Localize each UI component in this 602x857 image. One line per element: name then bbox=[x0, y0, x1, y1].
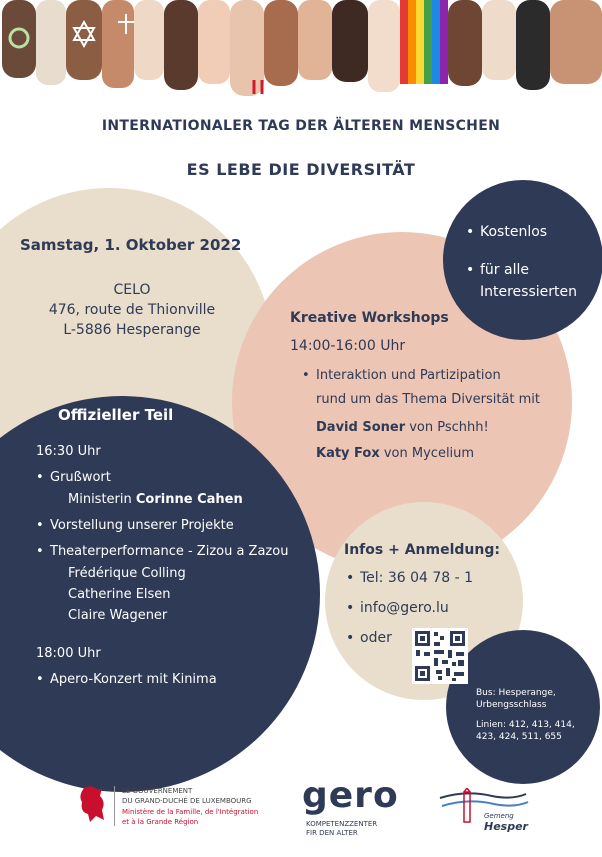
info-email[interactable]: • info@gero.lu bbox=[346, 600, 449, 616]
person-org: von Mycelium bbox=[379, 446, 475, 461]
free-circle bbox=[443, 180, 602, 340]
event-date: Samstag, 1. Oktober 2022 bbox=[20, 236, 242, 254]
bus-lines-cont: 423, 424, 511, 655 bbox=[476, 732, 562, 742]
official-item-minister bbox=[68, 492, 243, 507]
luxembourg-lion-logo bbox=[76, 784, 108, 824]
official-item-concert: • Apero-Konzert mit Kinima bbox=[36, 672, 217, 687]
gov-line-2: DU GRAND-DUCHÉ DE LUXEMBOURG bbox=[122, 797, 252, 805]
qr-code-icon[interactable] bbox=[412, 628, 468, 684]
hand-icon bbox=[2, 0, 602, 96]
workshops-description-cont: rund um das Thema Diversität mit bbox=[316, 392, 541, 407]
workshop-person-1 bbox=[316, 420, 489, 435]
performer: Frédérique Colling bbox=[68, 566, 186, 581]
footer-divider bbox=[114, 786, 115, 826]
bus-stop-name: Urbengsschlass bbox=[476, 700, 547, 710]
workshops-title: Kreative Workshops bbox=[290, 310, 449, 326]
bus-stop: Bus: Hesperange, bbox=[476, 688, 556, 698]
minister-prefix: Ministerin bbox=[68, 492, 136, 507]
diverse-hands-banner bbox=[0, 0, 602, 100]
venue-name: CELO bbox=[113, 282, 151, 298]
person-name: David Soner bbox=[316, 420, 406, 435]
official-item-projects: • Vorstellung unserer Projekte bbox=[36, 518, 234, 533]
free-item: • Kostenlos bbox=[466, 224, 547, 240]
gero-subtitle-1: KOMPETENZZENTER bbox=[306, 820, 378, 828]
gov-line-1: LE GOUVERNEMENT bbox=[122, 787, 193, 795]
official-time-2: 18:00 Uhr bbox=[36, 646, 101, 661]
official-title: Offizieller Teil bbox=[58, 406, 174, 424]
gero-subtitle-2: FIR DEN ALTER bbox=[306, 829, 358, 837]
venue-street: 476, route de Thionville bbox=[48, 302, 216, 318]
event-subtitle: ES LEBE DIE DIVERSITÄT bbox=[186, 160, 416, 179]
performer: Catherine Elsen bbox=[68, 587, 171, 602]
gov-line-4: et à la Grande Région bbox=[122, 818, 199, 826]
workshops-time: 14:00-16:00 Uhr bbox=[290, 338, 406, 354]
info-title: Infos + Anmeldung: bbox=[344, 542, 500, 558]
venue-city: L-5886 Hesperange bbox=[63, 322, 201, 338]
official-item-theatre: • Theaterperformance - Zizou a Zazou bbox=[36, 544, 288, 559]
hesper-label-1: Gemeng bbox=[484, 812, 514, 820]
gov-line-3: Ministère de la Famille, de l'Intégration bbox=[122, 808, 259, 816]
minister-name: Corinne Cahen bbox=[135, 492, 243, 507]
person-name: Katy Fox bbox=[316, 446, 380, 461]
workshops-description: • Interaktion und Partizipation bbox=[302, 368, 501, 383]
audience-item-cont: Interessierten bbox=[480, 284, 577, 300]
performer: Claire Wagener bbox=[68, 608, 168, 623]
official-time-1: 16:30 Uhr bbox=[36, 444, 101, 459]
official-item-greeting: • Grußwort bbox=[36, 470, 111, 485]
audience-item: • für alle bbox=[466, 262, 529, 278]
info-phone[interactable]: • Tel: 36 04 78 - 1 bbox=[346, 570, 473, 586]
event-title: INTERNATIONALER TAG DER ÄLTEREN MENSCHEN bbox=[101, 118, 501, 134]
info-or: • oder bbox=[346, 630, 392, 646]
gero-logo: gero bbox=[302, 775, 399, 816]
person-org: von Pschhh! bbox=[405, 420, 489, 435]
hesper-label-2: Hesper bbox=[484, 820, 528, 833]
workshop-person-2 bbox=[316, 446, 474, 461]
bus-lines: Linien: 412, 413, 414, bbox=[476, 720, 575, 730]
